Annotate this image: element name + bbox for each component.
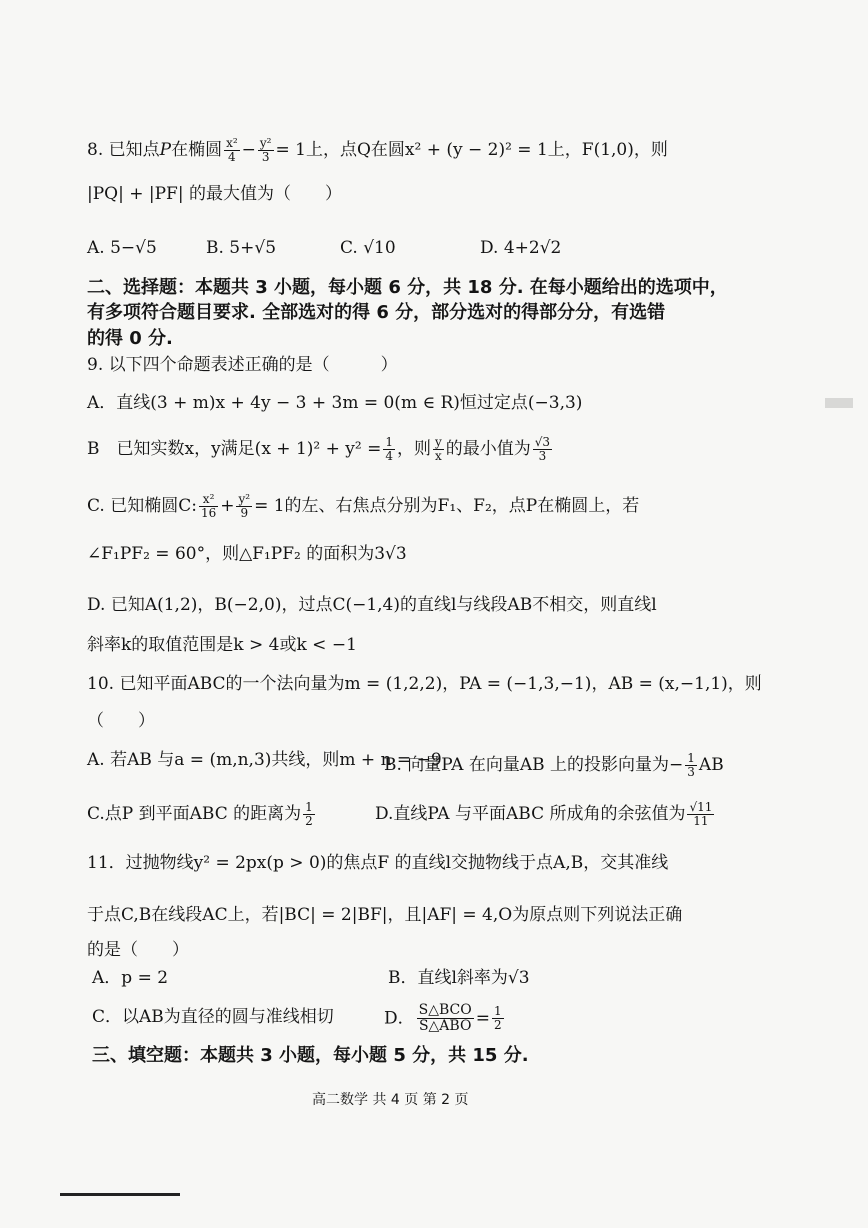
q9-option-b: B 已知实数x，y满足(x + 1)² + y² = $\frac{1}{4}$ ，则 $\frac{y}{x}$ 的最小值为 $\frac{√3}{3}$ (87, 435, 551, 464)
scan-mark (825, 398, 853, 408)
q9-option-d-line2: 斜率k的取值范围是k > 4或k < −1 (87, 635, 357, 655)
q8-option-c: C. √10 (340, 238, 396, 258)
q11-option-a: A．p = 2 (92, 968, 169, 988)
scan-edge-line (60, 1193, 180, 1196)
q10-paren: （ ） (87, 711, 155, 731)
q10-stem: 10. 已知平面ABC的一个法向量为m = (1,2,2)，PA = (−1,3,−1)，AB = (x,−1,1)，则 (87, 674, 762, 694)
q11-option-b: B．直线l斜率为√3 (388, 968, 530, 988)
q9-stem: 9. 以下四个命题表述正确的是（ ） (87, 355, 398, 375)
q11-line1: 11．过抛物线y² = 2px(p > 0)的焦点F 的直线l交抛物线于点A,B，交其准线 (87, 853, 669, 873)
q9-option-a: A．直线(3 + m)x + 4y − 3 + 3m = 0(m ∈ R)恒过定点(−3,3) (87, 393, 583, 413)
q8-option-d: D. 4+2√2 (480, 238, 562, 258)
q10-option-a: A. 若AB 与a = (m,n,3)共线，则m + n = −9 (87, 750, 442, 770)
q8-line2: |PQ| + |PF| 的最大值为（ ） (87, 184, 342, 204)
q8-line1: 8. 已知点P在椭圆 $\frac{\text{x²}}{4}$ − $\frac{\text{y²}}{3}$ = 1上，点Q在圆x² + (y − 2)² = 1上，F(1,0)，则 (87, 136, 668, 165)
q10-option-b: B. 向量PA 在向量AB 上的投影向量为− $\frac{1}{3}$ AB (384, 751, 724, 780)
q9-option-c-line2: ∠F₁PF₂ = 60°，则△F₁PF₂ 的面积为3√3 (87, 544, 407, 564)
section2-heading-line1: 二、选择题：本题共 3 小题，每小题 6 分，共 18 分. 在每小题给出的选项中， (87, 277, 728, 298)
q9-option-d-line1: D. 已知A(1,2)，B(−2,0)，过点C(−1,4)的直线l与线段AB不相交，则直线l (87, 595, 657, 615)
q10-option-c: C.点P 到平面ABC 的距离为 $\frac{1}{2}$ (87, 800, 313, 829)
section3-heading: 三、填空题：本题共 3 小题，每小题 5 分，共 15 分. (92, 1045, 529, 1066)
q11-option-d: D． $\frac{\text{S△BCO}}{\text{S△ABO}}$ = $\frac{1}{2}$ (384, 1002, 502, 1035)
q11-line3: 的是（ ） (87, 940, 189, 960)
q8-option-a: A. 5−√5 (87, 238, 157, 258)
q9-option-c-line1: C. 已知椭圆C: $\frac{\text{x²}}{16}$ + $\frac{\text{y²}}{9}$ = 1的左、右焦点分别为F₁、F₂，点P在椭圆上，若 (87, 492, 640, 521)
section2-heading-line3: 的得 0 分. (87, 328, 173, 349)
page-footer: 高二数学 共 4 页 第 2 页 (312, 1092, 469, 1108)
q8-option-b: B. 5+√5 (206, 238, 277, 258)
section2-heading-line2: 有多项符合题目要求. 全部选对的得 6 分，部分选对的得部分分，有选错 (87, 302, 666, 323)
q11-option-c: C．以AB为直径的圆与准线相切 (92, 1007, 334, 1027)
q11-line2: 于点C,B在线段AC上，若|BC| = 2|BF|，且|AF| = 4,O为原点则下列说法正确 (87, 905, 683, 925)
q10-option-d: D.直线PA 与平面ABC 所成角的余弦值为 $\frac{√11}{11}$ (375, 800, 713, 829)
